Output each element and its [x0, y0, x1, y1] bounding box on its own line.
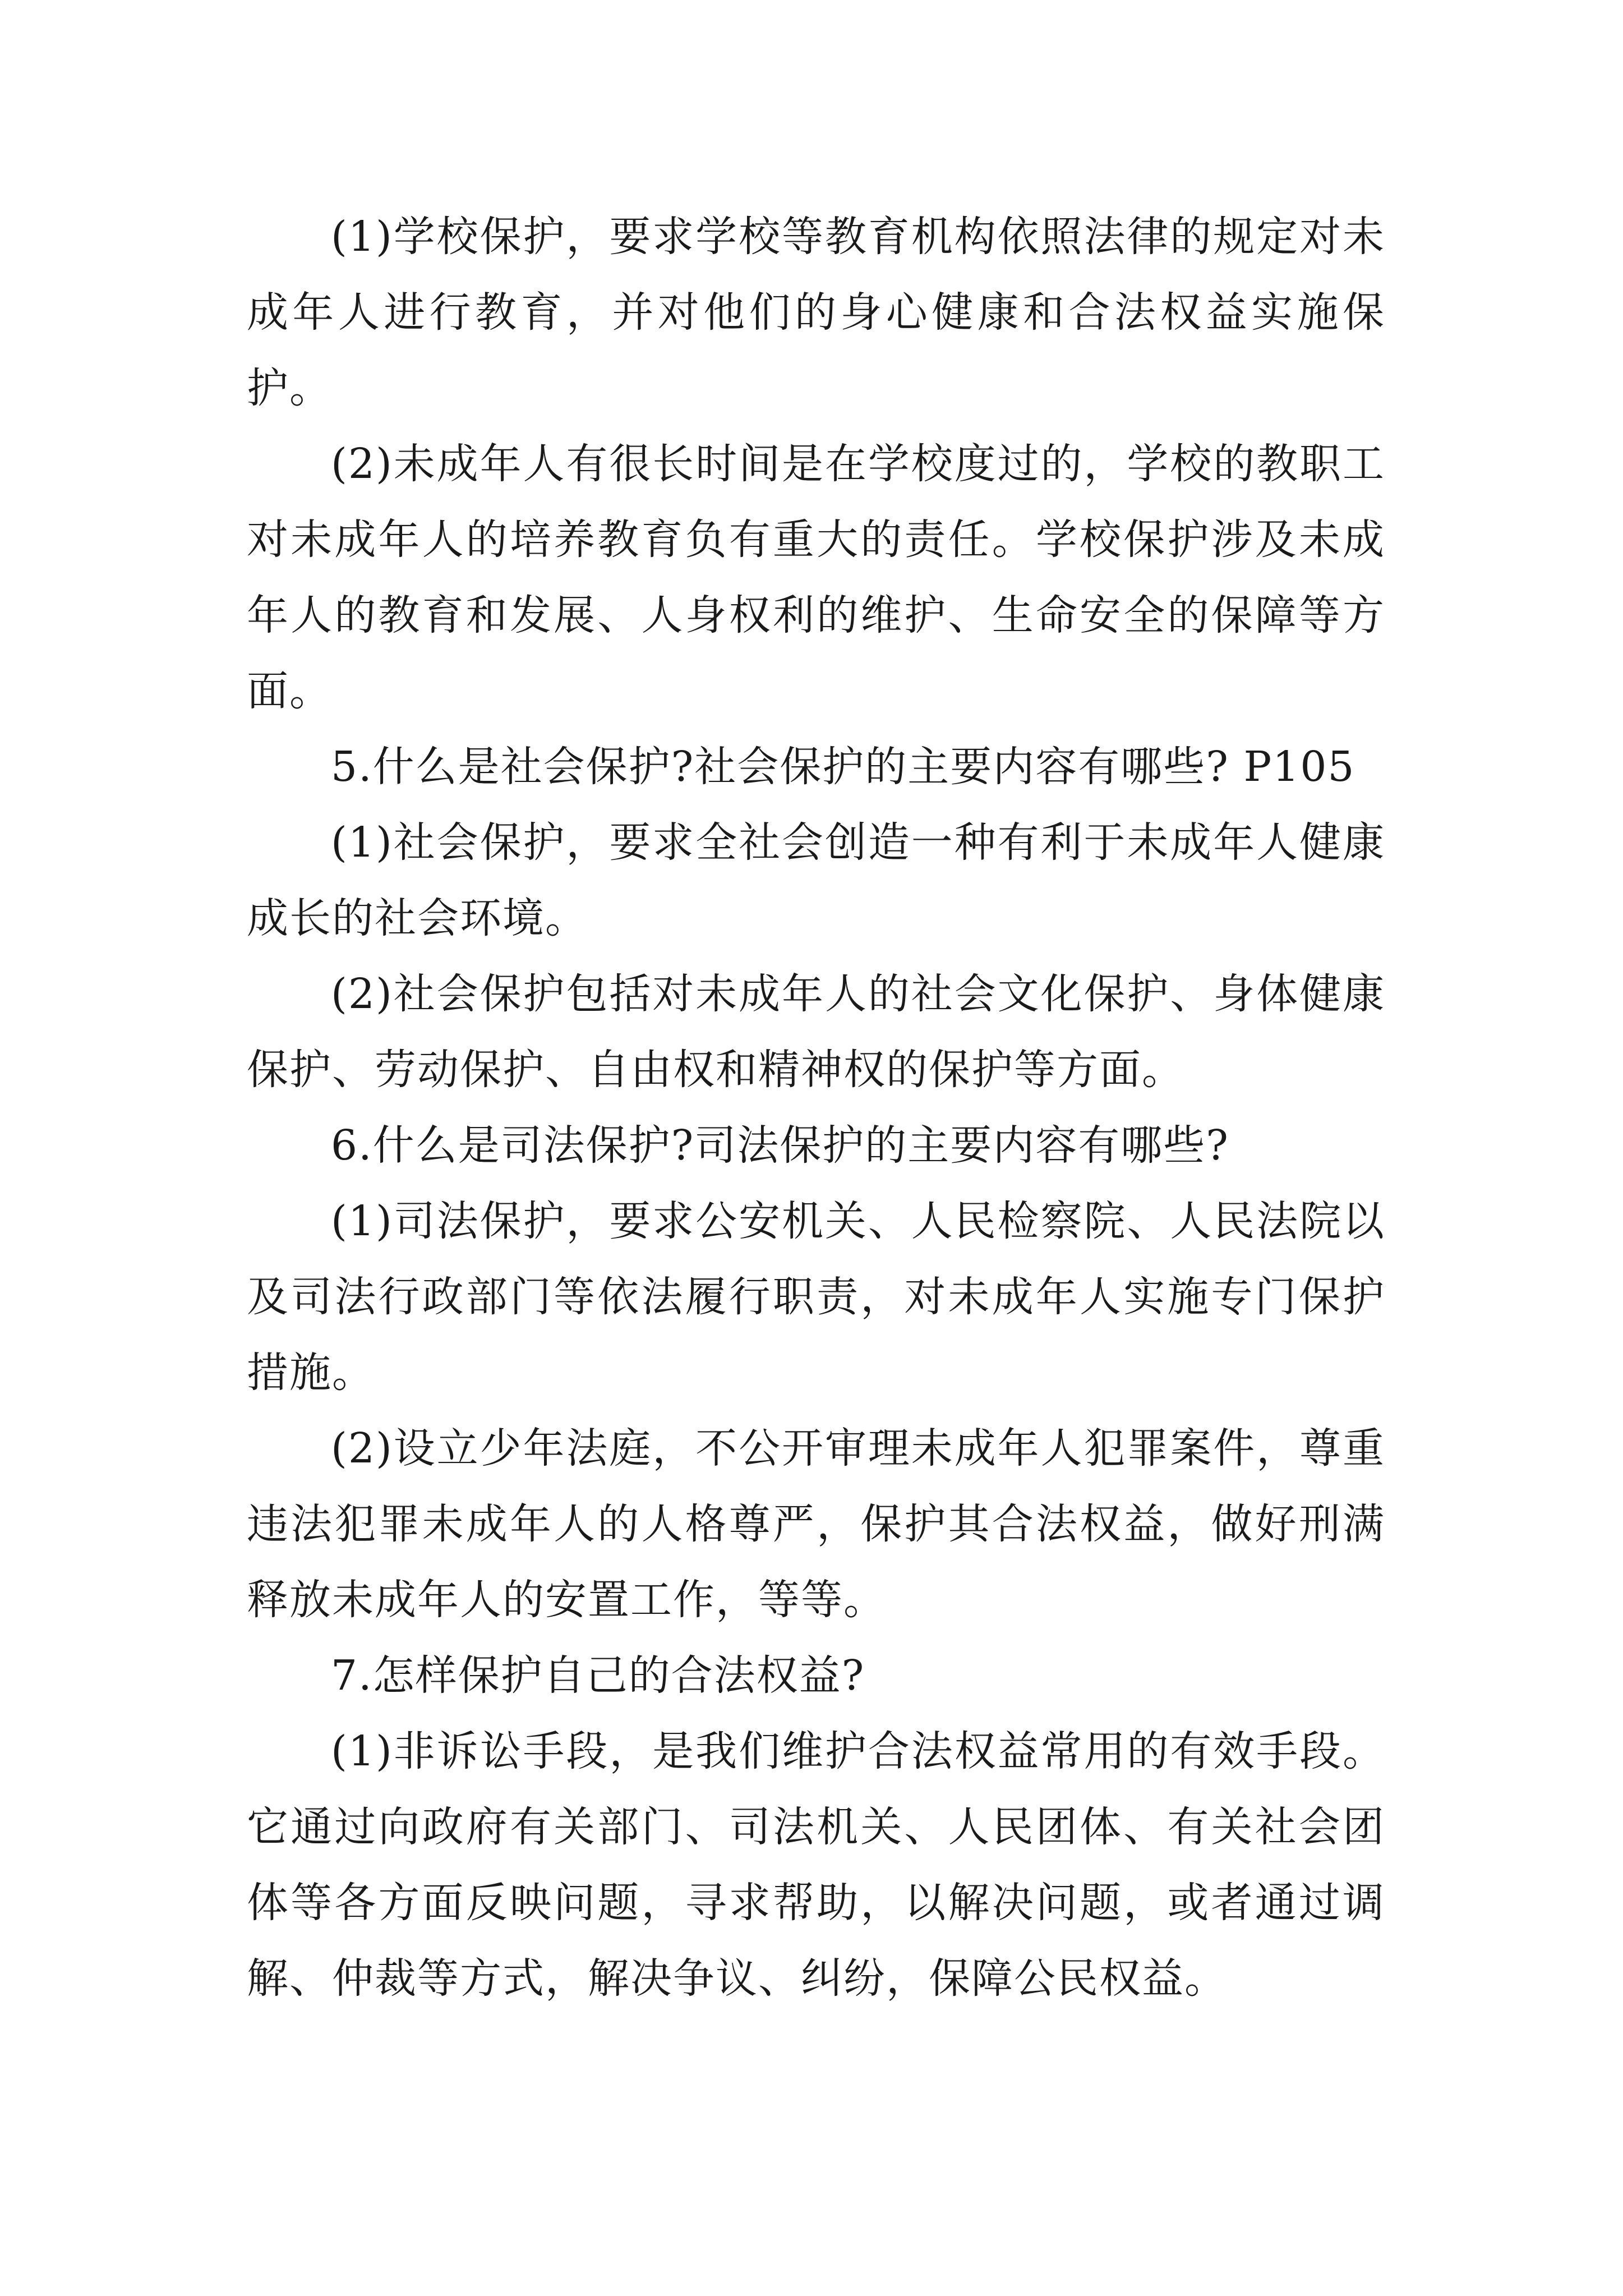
question-social-protection: 5.什么是社会保护?社会保护的主要内容有哪些? P105 [331, 743, 1355, 791]
question-judicial-protection: 6.什么是司法保护?司法保护的主要内容有哪些? [331, 1121, 1229, 1170]
paragraph-juvenile-court: (2)设立少年法庭，不公开审理未成年人犯罪案件，尊重违法犯罪未成年人的人格尊严，保护其合法权益，做好刑满释放未成年人的安置工作，等等。 [247, 1424, 1385, 1624]
paragraph-non-litigation-means: (1)非诉讼手段，是我们维护合法权益常用的有效手段。它通过向政府有关部门、司法机关、人民团体、有关社会团体等各方面反映问题，寻求帮助，以解决问题，或者通过调解、仲裁等方式，解决争议、纠纷，保障公民权益。 [247, 1727, 1385, 2003]
document-body [247, 199, 1385, 2017]
question-protect-own-rights: 7.怎样保护自己的合法权益? [331, 1651, 865, 1700]
paragraph-school-protection-definition: (1)学校保护，要求学校等教育机构依照法律的规定对未成年人进行教育，并对他们的身心健康和合法权益实施保护。 [247, 213, 1385, 412]
paragraph-school-protection-scope: (2)未成年人有很长时间是在学校度过的，学校的教职工对未成年人的培养教育负有重大的责任。学校保护涉及未成年人的教育和发展、人身权利的维护、生命安全的保障等方面。 [247, 440, 1385, 715]
paragraph-social-protection-scope: (2)社会保护包括对未成年人的社会文化保护、身体健康保护、劳动保护、自由权和精神权的保护等方面。 [247, 970, 1385, 1094]
paragraph-social-protection-definition: (1)社会保护，要求全社会创造一种有利于未成年人健康成长的社会环境。 [247, 818, 1385, 942]
paragraph-judicial-protection-definition: (1)司法保护，要求公安机关、人民检察院、人民法院以及司法行政部门等依法履行职责，对未成年人实施专门保护措施。 [247, 1197, 1385, 1397]
